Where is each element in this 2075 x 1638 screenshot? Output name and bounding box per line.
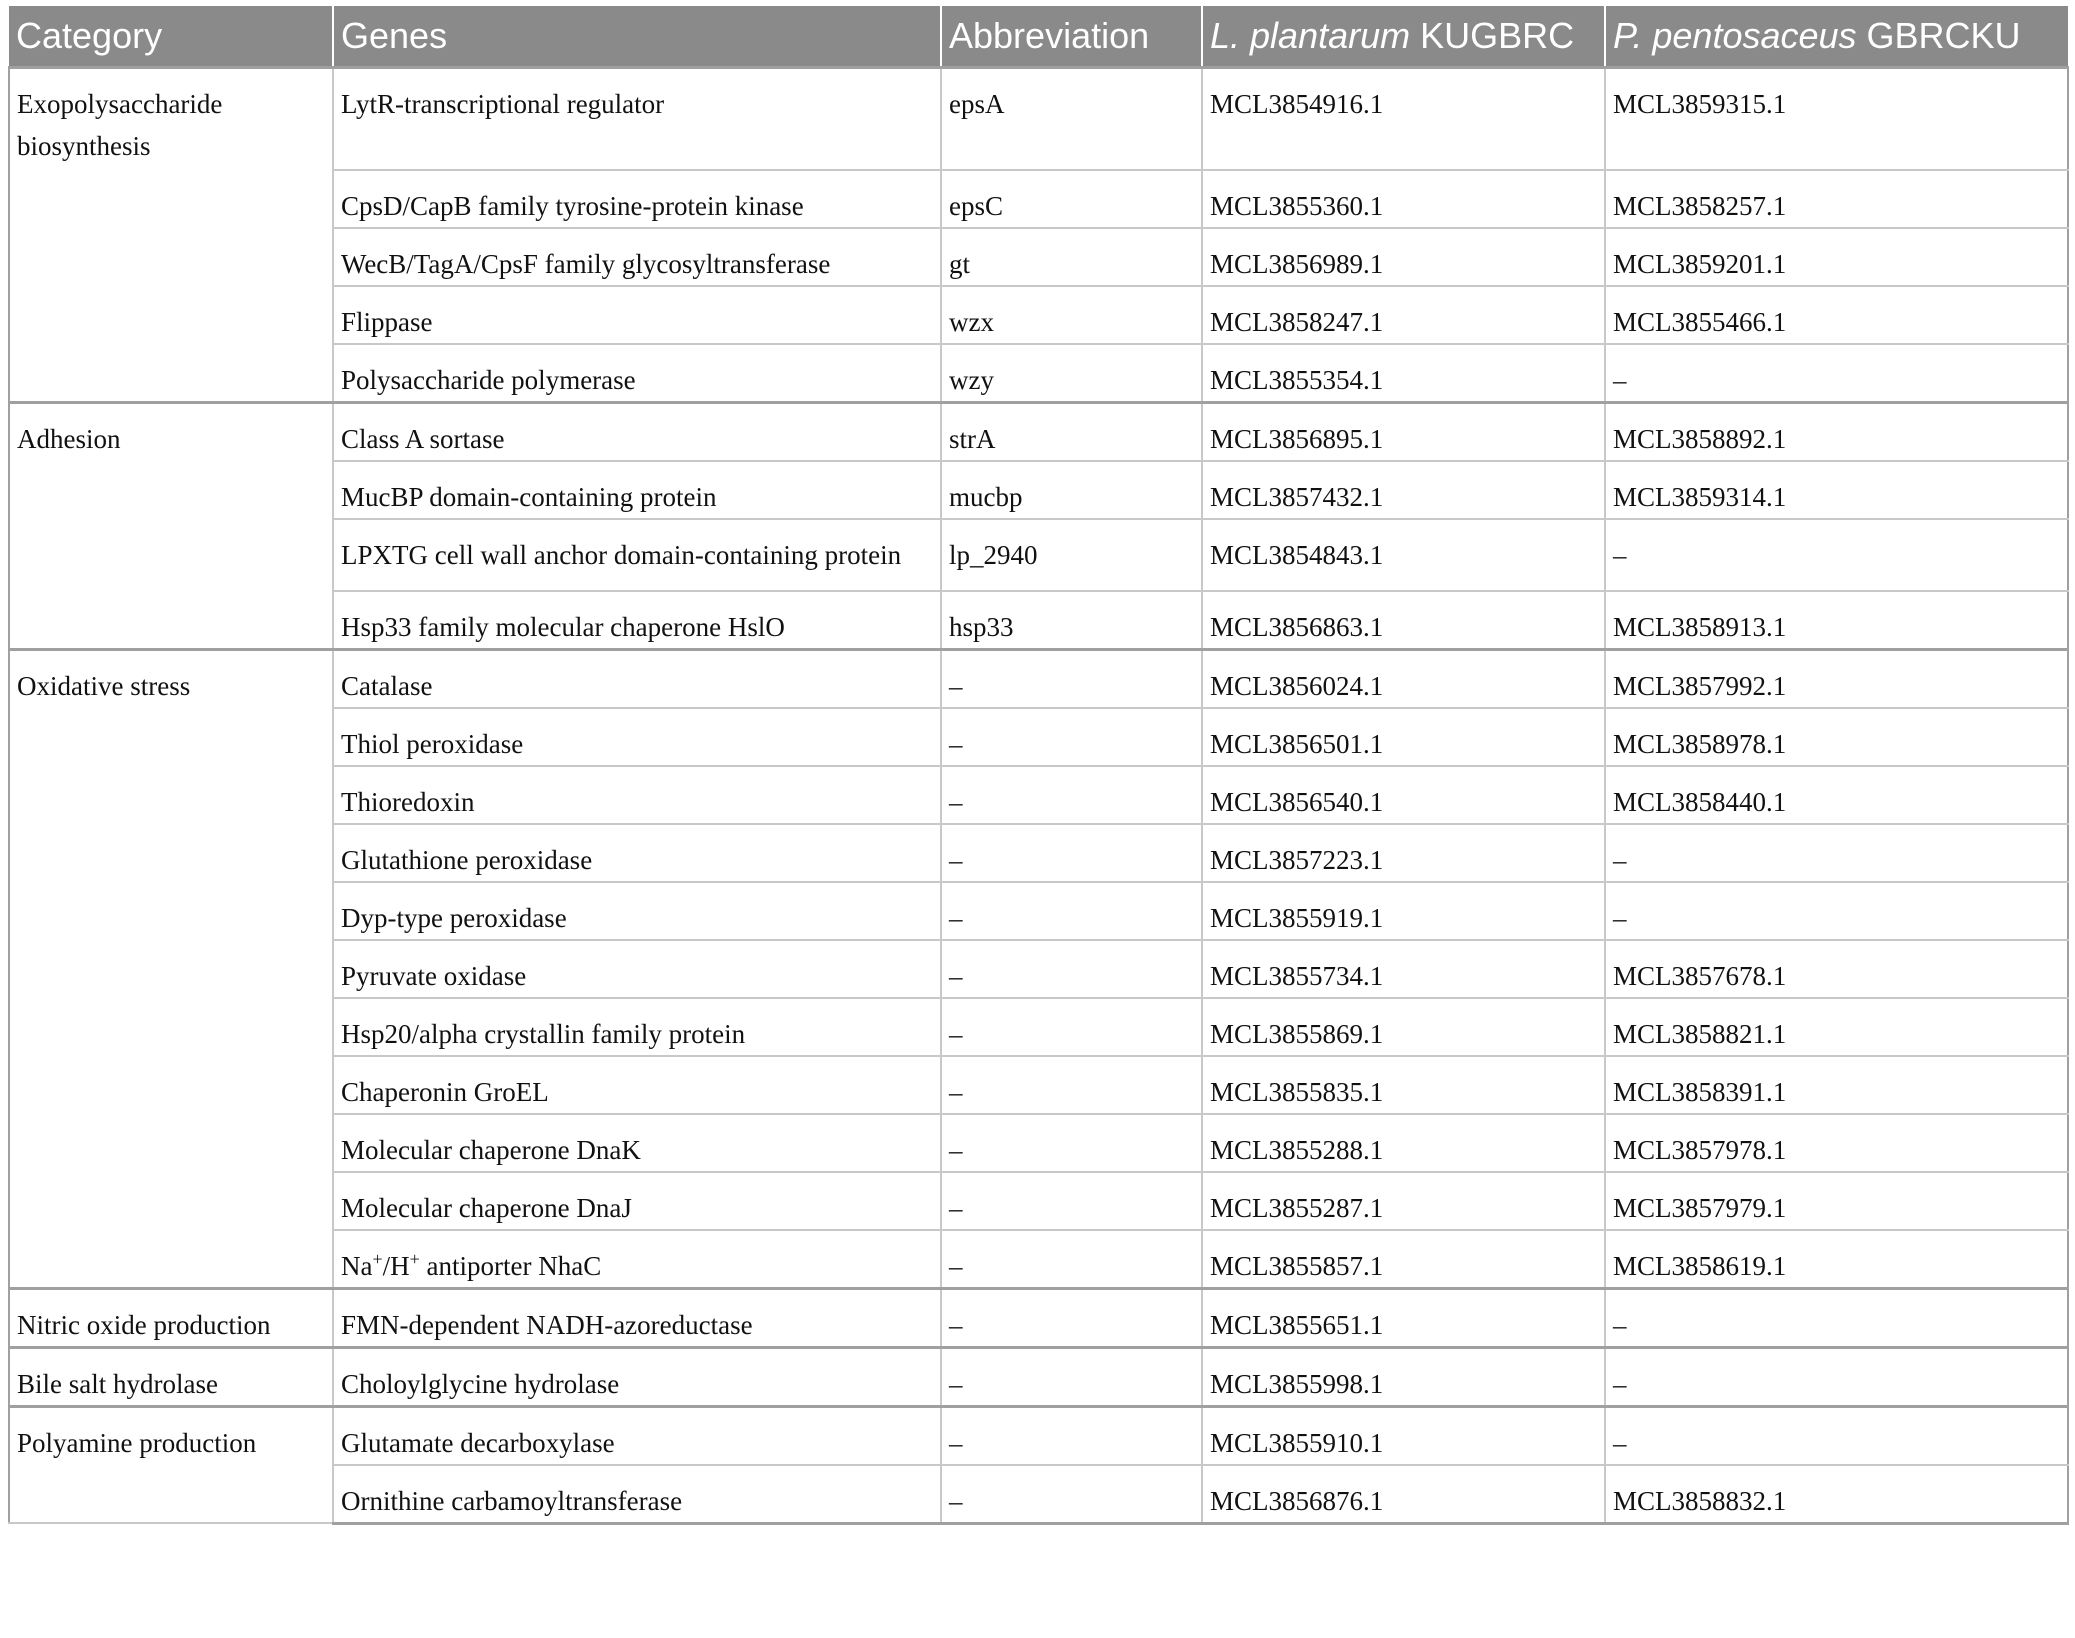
p-pentosaceus-accession-cell: MCL3858821.1 [1605,998,2068,1056]
gene-cell: Hsp20/alpha crystallin family protein [333,998,941,1056]
abbreviation-cell: – [941,1114,1202,1172]
l-plantarum-accession-cell: MCL3856895.1 [1202,402,1605,461]
abbreviation-cell: epsC [941,170,1202,228]
abbreviation-cell: – [941,1230,1202,1289]
abbreviation-cell: hsp33 [941,591,1202,650]
gene-cell: Polysaccharide polymerase [333,344,941,403]
p-pentosaceus-accession-cell: MCL3859315.1 [1605,68,2068,170]
gene-cell: LytR-transcriptional regulator [333,68,941,170]
p-pentosaceus-accession-cell: MCL3858913.1 [1605,591,2068,650]
l-plantarum-accession-cell: MCL3855360.1 [1202,170,1605,228]
p-pentosaceus-accession-cell: MCL3858832.1 [1605,1465,2068,1524]
p-pentosaceus-accession-cell: MCL3857678.1 [1605,940,2068,998]
l-plantarum-accession-cell: MCL3854916.1 [1202,68,1605,170]
gene-cell: WecB/TagA/CpsF family glycosyltransferase [333,228,941,286]
p-pentosaceus-accession-cell: MCL3859201.1 [1605,228,2068,286]
category-cell: Bile salt hydrolase [9,1347,333,1406]
header-row [9,6,2068,68]
gene-text-na: Na [341,1250,373,1281]
gene-cell: Molecular chaperone DnaK [333,1114,941,1172]
table-row [9,1288,2068,1347]
l-plantarum-accession-cell: MCL3855869.1 [1202,998,1605,1056]
abbreviation-cell: wzy [941,344,1202,403]
gene-cell: LPXTG cell wall anchor domain-containing protein [333,519,941,591]
p-pentosaceus-accession-cell: MCL3857992.1 [1605,649,2068,708]
l-plantarum-accession-cell: MCL3855734.1 [1202,940,1605,998]
header-p-pentosaceus-species: P. pentosaceus [1613,15,1857,56]
gene-cell: Class A sortase [333,402,941,461]
abbreviation-cell: wzx [941,286,1202,344]
l-plantarum-accession-cell: MCL3857432.1 [1202,461,1605,519]
abbreviation-cell: – [941,1172,1202,1230]
l-plantarum-accession-cell: MCL3856540.1 [1202,766,1605,824]
gene-cell: CpsD/CapB family tyrosine-protein kinase [333,170,941,228]
gene-text-h: /H [382,1250,410,1281]
l-plantarum-accession-cell: MCL3855288.1 [1202,1114,1605,1172]
l-plantarum-accession-cell: MCL3855998.1 [1202,1347,1605,1406]
header-genes: Genes [333,6,941,68]
category-cell: Nitric oxide production [9,1288,333,1347]
gene-cell: Thioredoxin [333,766,941,824]
gene-text-antiporter: antiporter NhaC [419,1250,602,1281]
header-p-pentosaceus-strain: GBRCKU [1856,15,2021,56]
p-pentosaceus-accession-cell: MCL3858257.1 [1605,170,2068,228]
gene-cell: Flippase [333,286,941,344]
l-plantarum-accession-cell: MCL3855651.1 [1202,1288,1605,1347]
superscript-plus: + [409,1248,420,1269]
p-pentosaceus-accession-cell: MCL3857978.1 [1605,1114,2068,1172]
l-plantarum-accession-cell: MCL3856876.1 [1202,1465,1605,1524]
category-cell: Polyamine production [9,1406,333,1523]
gene-cell: Catalase [333,649,941,708]
header-l-plantarum-strain: KUGBRC [1410,15,1575,56]
gene-cell: FMN-dependent NADH-azoreductase [333,1288,941,1347]
table-body [9,68,2068,1524]
table-row [9,649,2068,708]
l-plantarum-accession-cell: MCL3855835.1 [1202,1056,1605,1114]
header-l-plantarum-species: L. plantarum [1210,15,1411,56]
header-p-pentosaceus [1605,6,2068,68]
p-pentosaceus-accession-cell: – [1605,344,2068,403]
p-pentosaceus-accession-cell: MCL3857979.1 [1605,1172,2068,1230]
l-plantarum-accession-cell: MCL3855354.1 [1202,344,1605,403]
abbreviation-cell: – [941,824,1202,882]
gene-cell: Ornithine carbamoyltransferase [333,1465,941,1524]
gene-cell: Molecular chaperone DnaJ [333,1172,941,1230]
l-plantarum-accession-cell: MCL3855287.1 [1202,1172,1605,1230]
abbreviation-cell: – [941,1465,1202,1524]
gene-cell: Glutamate decarboxylase [333,1406,941,1465]
abbreviation-cell: gt [941,228,1202,286]
abbreviation-cell: – [941,940,1202,998]
abbreviation-cell: – [941,708,1202,766]
p-pentosaceus-accession-cell: MCL3858440.1 [1605,766,2068,824]
gene-cell: MucBP domain-containing protein [333,461,941,519]
p-pentosaceus-accession-cell: – [1605,824,2068,882]
p-pentosaceus-accession-cell: MCL3858619.1 [1605,1230,2068,1289]
p-pentosaceus-accession-cell: MCL3855466.1 [1605,286,2068,344]
table-row [9,68,2068,170]
table-row [9,402,2068,461]
gene-cell: Chaperonin GroEL [333,1056,941,1114]
abbreviation-cell: – [941,766,1202,824]
l-plantarum-accession-cell: MCL3857223.1 [1202,824,1605,882]
gene-table-container [8,6,2067,1525]
category-cell: Oxidative stress [9,649,333,1288]
table-row [9,1406,2068,1465]
abbreviation-cell: – [941,998,1202,1056]
p-pentosaceus-accession-cell: – [1605,1347,2068,1406]
header-category: Category [9,6,333,68]
p-pentosaceus-accession-cell: MCL3858391.1 [1605,1056,2068,1114]
abbreviation-cell: – [941,1056,1202,1114]
gene-cell [333,1230,941,1289]
p-pentosaceus-accession-cell: MCL3859314.1 [1605,461,2068,519]
l-plantarum-accession-cell: MCL3855919.1 [1202,882,1605,940]
abbreviation-cell: mucbp [941,461,1202,519]
l-plantarum-accession-cell: MCL3856863.1 [1202,591,1605,650]
abbreviation-cell: epsA [941,68,1202,170]
category-cell: Adhesion [9,402,333,649]
p-pentosaceus-accession-cell: – [1605,1406,2068,1465]
l-plantarum-accession-cell: MCL3855857.1 [1202,1230,1605,1289]
l-plantarum-accession-cell: MCL3856989.1 [1202,228,1605,286]
abbreviation-cell: lp_2940 [941,519,1202,591]
gene-cell: Glutathione peroxidase [333,824,941,882]
l-plantarum-accession-cell: MCL3858247.1 [1202,286,1605,344]
superscript-plus: + [372,1248,383,1269]
abbreviation-cell: strA [941,402,1202,461]
header-l-plantarum [1202,6,1605,68]
gene-table [8,6,2069,1525]
abbreviation-cell: – [941,1406,1202,1465]
l-plantarum-accession-cell: MCL3855910.1 [1202,1406,1605,1465]
gene-cell: Choloylglycine hydrolase [333,1347,941,1406]
gene-cell: Pyruvate oxidase [333,940,941,998]
header-abbreviation: Abbreviation [941,6,1202,68]
abbreviation-cell: – [941,649,1202,708]
l-plantarum-accession-cell: MCL3854843.1 [1202,519,1605,591]
gene-cell: Hsp33 family molecular chaperone HslO [333,591,941,650]
l-plantarum-accession-cell: MCL3856024.1 [1202,649,1605,708]
p-pentosaceus-accession-cell: MCL3858892.1 [1605,402,2068,461]
l-plantarum-accession-cell: MCL3856501.1 [1202,708,1605,766]
gene-cell: Dyp-type peroxidase [333,882,941,940]
category-cell: Exopolysaccharide biosynthesis [9,68,333,403]
p-pentosaceus-accession-cell: – [1605,519,2068,591]
p-pentosaceus-accession-cell: – [1605,1288,2068,1347]
table-row [9,1347,2068,1406]
p-pentosaceus-accession-cell: MCL3858978.1 [1605,708,2068,766]
p-pentosaceus-accession-cell: – [1605,882,2068,940]
abbreviation-cell: – [941,1288,1202,1347]
abbreviation-cell: – [941,882,1202,940]
gene-cell: Thiol peroxidase [333,708,941,766]
abbreviation-cell: – [941,1347,1202,1406]
